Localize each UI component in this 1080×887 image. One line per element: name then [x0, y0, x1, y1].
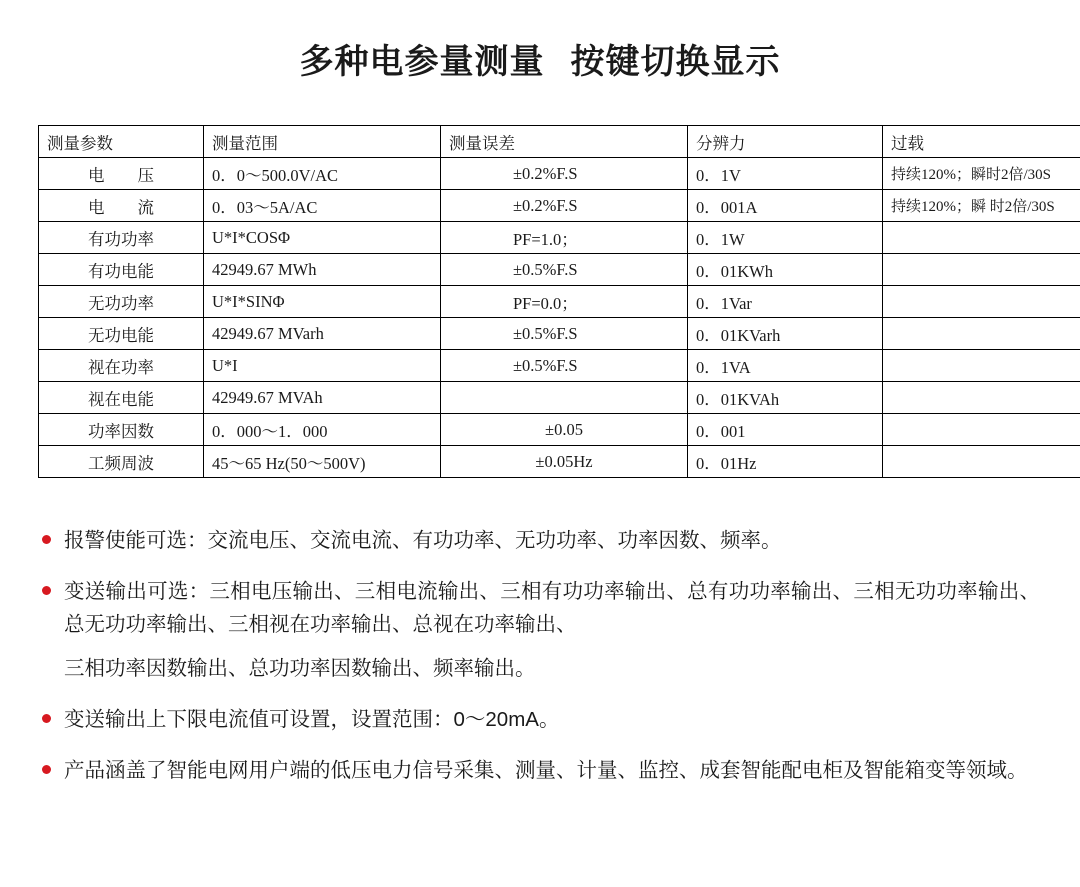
spec-table	[38, 125, 1080, 478]
table-row	[39, 318, 1080, 350]
cell-overload	[883, 446, 1080, 478]
list-item-line: 产品涵盖了智能电网用户端的低压电力信号采集、测量、计量、监控、成套智能配电柜及智能箱变等领域。	[64, 759, 1028, 783]
table-row	[39, 190, 1080, 222]
cell-param: 电 压	[39, 158, 204, 190]
page-title	[0, 0, 1080, 93]
list-item-line: 三相功率因数输出、总功功率因数输出、频率输出。	[64, 656, 536, 680]
table-row	[39, 446, 1080, 478]
cell-resolution: 0．01KVAh	[688, 382, 883, 414]
cell-overload	[883, 286, 1080, 318]
list-item-line: 变送输出可选：三相电压输出、三相电流输出、三相有功功率输出、总有功功率输出、三相无功功率输出、总无功功率输出、三相视在功率输出、总视在功率输出、	[64, 580, 1040, 637]
cell-overload	[883, 414, 1080, 446]
table-header-row	[39, 126, 1080, 158]
list-item	[40, 575, 1040, 685]
cell-overload: 持续120%；瞬时2倍/30S	[883, 158, 1080, 190]
cell-overload	[883, 254, 1080, 286]
cell-param: 视在功率	[39, 350, 204, 382]
list-item-line: 变送输出上下限电流值可设置，设置范围：0～20mA。	[64, 707, 560, 731]
list-item	[40, 524, 1040, 557]
table-row	[39, 350, 1080, 382]
cell-range: 45～65 Hz(50～500V)	[204, 446, 441, 478]
cell-resolution: 0．1VA	[688, 350, 883, 382]
cell-range: U*I	[204, 350, 441, 382]
bullet-dot-icon	[42, 765, 51, 774]
header-resolution: 分辨力	[688, 126, 883, 158]
header-range: 测量范围	[204, 126, 441, 158]
list-item	[40, 754, 1040, 787]
table-row	[39, 286, 1080, 318]
cell-error	[441, 382, 688, 414]
cell-range: 0．0～500.0V/AC	[204, 158, 441, 190]
page-title-part1: 多种电参量测量	[299, 43, 545, 81]
cell-overload	[883, 318, 1080, 350]
cell-param: 电 流	[39, 190, 204, 222]
cell-error: ±0.5%F.S	[441, 318, 688, 350]
cell-overload	[883, 350, 1080, 382]
cell-resolution: 0．001	[688, 414, 883, 446]
cell-range: 0．000～1．000	[204, 414, 441, 446]
list-item	[40, 703, 1040, 736]
cell-error: ±0.5%F.S	[441, 350, 688, 382]
cell-param: 工频周波	[39, 446, 204, 478]
header-error: 测量误差	[441, 126, 688, 158]
cell-error: ±0.2%F.S	[441, 158, 688, 190]
feature-list	[40, 524, 1040, 787]
page-title-part2: 按键切换显示	[570, 43, 781, 81]
cell-error: ±0.05Hz	[441, 446, 688, 478]
bullet-dot-icon	[42, 714, 51, 723]
cell-resolution: 0．1V	[688, 158, 883, 190]
cell-param: 视在电能	[39, 382, 204, 414]
cell-resolution: 0．001A	[688, 190, 883, 222]
bullet-dot-icon	[42, 586, 51, 595]
cell-error: ±0.05	[441, 414, 688, 446]
cell-param: 无功电能	[39, 318, 204, 350]
cell-param: 有功功率	[39, 222, 204, 254]
cell-error: PF=0.0；	[441, 286, 688, 318]
table-row	[39, 222, 1080, 254]
header-param: 测量参数	[39, 126, 204, 158]
bullet-dot-icon	[42, 535, 51, 544]
cell-param: 功率因数	[39, 414, 204, 446]
table-row	[39, 254, 1080, 286]
cell-resolution: 0．1Var	[688, 286, 883, 318]
table-row	[39, 158, 1080, 190]
cell-range: 0．03～5A/AC	[204, 190, 441, 222]
spec-table-body	[39, 158, 1080, 478]
list-item-line: 报警使能可选：交流电压、交流电流、有功功率、无功功率、功率因数、频率。	[64, 529, 782, 552]
cell-range: U*I*SINΦ	[204, 286, 441, 318]
spec-table-head	[39, 126, 1080, 158]
cell-resolution: 0．01Hz	[688, 446, 883, 478]
cell-resolution: 0．01KVarh	[688, 318, 883, 350]
cell-resolution: 0．1W	[688, 222, 883, 254]
cell-range: U*I*COSΦ	[204, 222, 441, 254]
cell-overload	[883, 382, 1080, 414]
cell-overload: 持续120%；瞬 时2倍/30S	[883, 190, 1080, 222]
cell-overload	[883, 222, 1080, 254]
cell-error: ±0.5%F.S	[441, 254, 688, 286]
cell-range: 42949.67 MVarh	[204, 318, 441, 350]
cell-error: PF=1.0；	[441, 222, 688, 254]
cell-range: 42949.67 MWh	[204, 254, 441, 286]
cell-resolution: 0．01KWh	[688, 254, 883, 286]
header-overload: 过载	[883, 126, 1080, 158]
cell-error: ±0.2%F.S	[441, 190, 688, 222]
table-row	[39, 382, 1080, 414]
cell-range: 42949.67 MVAh	[204, 382, 441, 414]
table-row	[39, 414, 1080, 446]
cell-param: 无功功率	[39, 286, 204, 318]
spec-table-wrapper	[38, 125, 1055, 478]
cell-param: 有功电能	[39, 254, 204, 286]
